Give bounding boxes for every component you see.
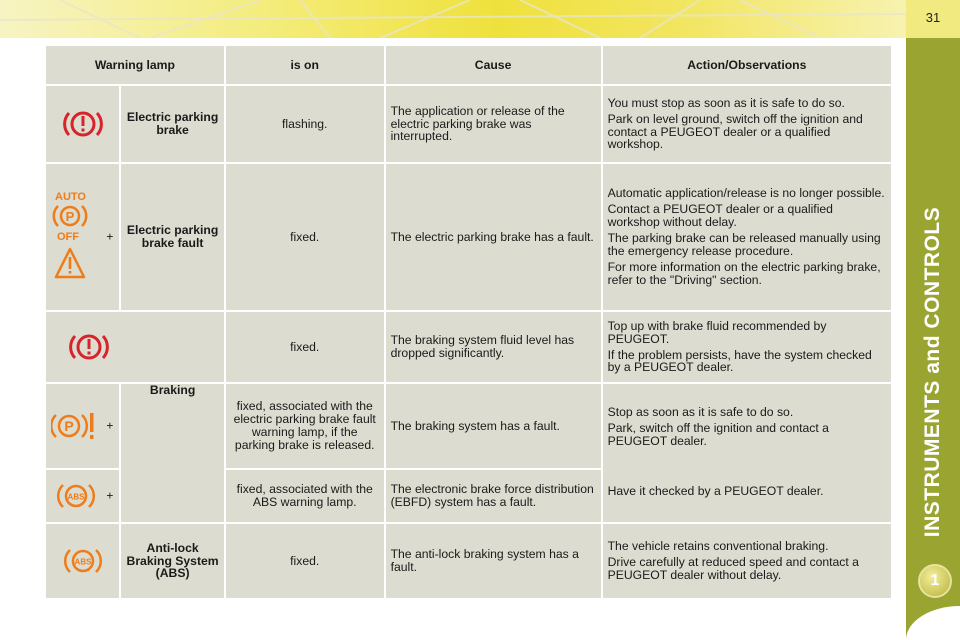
is-on-cell: fixed. xyxy=(226,164,384,310)
lamp-name: Braking xyxy=(121,384,223,522)
is-on-cell: fixed, associated with the electric parking brake fault warning lamp, if the parking brake is released. xyxy=(226,384,384,468)
action-text: Top up with brake fluid recommended by PEUGEOT. xyxy=(607,318,827,346)
header-decoration xyxy=(0,0,906,38)
auto-label: AUTO xyxy=(54,191,86,203)
action-text: The vehicle retains conventional braking. xyxy=(607,539,829,554)
action-cell xyxy=(603,164,891,310)
spacer xyxy=(608,451,886,485)
abs-text: ABS xyxy=(67,492,85,502)
lamp-cell xyxy=(46,384,119,468)
table-header-row xyxy=(46,46,891,84)
p-letter: P xyxy=(64,418,74,434)
lamp-name: Anti-lock Braking System (ABS) xyxy=(121,524,223,598)
action-text: Have it checked by a PEUGEOT dealer. xyxy=(607,483,824,498)
table-row xyxy=(46,384,891,468)
cause-cell: The electric parking brake has a fault. xyxy=(386,164,601,310)
brake-warning-red-icon xyxy=(68,329,110,365)
action-text: Automatic application/release is no longer possible. xyxy=(607,186,885,201)
table-row xyxy=(46,164,891,310)
auto-off-parking-brake-icon xyxy=(50,189,98,285)
lamp-cell xyxy=(46,164,119,310)
lamp-cell xyxy=(46,86,119,162)
plus-sign: + xyxy=(106,488,114,503)
cause-cell: The anti-lock braking system has a fault. xyxy=(386,524,601,598)
brake-warning-red-icon xyxy=(62,106,104,142)
action-text: You must stop as soon as it is safe to do so. xyxy=(607,95,845,110)
section-title: INSTRUMENTS and CONTROLS xyxy=(921,206,944,538)
action-text: The parking brake can be released manually using the emergency release procedure. xyxy=(607,231,881,258)
action-cell xyxy=(603,86,891,162)
header-cause: Cause xyxy=(386,46,601,84)
abs-text: ABS xyxy=(74,557,92,567)
chapter-number: 1 xyxy=(930,572,940,589)
action-cell xyxy=(603,524,891,598)
lamp-name: Electric parking brake fault xyxy=(121,164,223,310)
cause-cell: The application or release of the electric parking brake was interrupted. xyxy=(386,86,601,162)
action-text: Drive carefully at reduced speed and contact a PEUGEOT dealer without delay. xyxy=(607,555,859,582)
p-letter: P xyxy=(65,209,75,224)
action-text: Park on level ground, switch off the ignition and contact a PEUGEOT dealer or a qualified workshop. xyxy=(607,111,863,152)
chapter-badge xyxy=(918,564,952,598)
abs-warning-icon xyxy=(55,479,97,513)
header-decoration-lines xyxy=(0,0,906,38)
lamp-cell xyxy=(46,524,119,598)
is-on-cell: fixed, associated with the ABS warning lamp. xyxy=(226,470,384,522)
action-cell xyxy=(603,312,891,382)
warning-lamp-table xyxy=(44,44,893,600)
plus-sign: + xyxy=(106,229,114,244)
is-on-cell: fixed. xyxy=(226,312,384,382)
action-text: If the problem persists, have the system checked by a PEUGEOT dealer. xyxy=(607,347,872,375)
cause-cell: The braking system has a fault. xyxy=(386,384,601,468)
action-text: Stop as soon as it is safe to do so. xyxy=(607,405,794,419)
cause-cell: The electronic brake force distribution (EBFD) system has a fault. xyxy=(386,470,601,522)
action-cell xyxy=(603,384,891,522)
table-row xyxy=(46,312,891,382)
cause-cell: The braking system fluid level has dropped significantly. xyxy=(386,312,601,382)
is-on-cell: fixed. xyxy=(226,524,384,598)
page-number: 31 xyxy=(925,10,941,25)
parking-brake-fault-icon xyxy=(51,408,99,444)
plus-sign: + xyxy=(106,418,114,433)
table-row xyxy=(46,524,891,598)
header-action: Action/Observations xyxy=(603,46,891,84)
lamp-cell xyxy=(46,470,119,522)
lamp-cell xyxy=(46,312,224,382)
header-is-on: is on xyxy=(226,46,384,84)
lamp-name: Electric parking brake xyxy=(121,86,223,162)
action-text: Contact a PEUGEOT dealer or a qualified workshop without delay. xyxy=(607,202,833,230)
action-text: Park, switch off the ignition and contact a PEUGEOT dealer. xyxy=(607,420,829,448)
is-on-cell: flashing. xyxy=(226,86,384,162)
off-label: OFF xyxy=(56,231,79,243)
action-text: For more information on the electric parking brake, refer to the "Driving" section. xyxy=(607,259,881,287)
header-warning-lamp: Warning lamp xyxy=(46,46,224,84)
table-row xyxy=(46,86,891,162)
abs-warning-icon xyxy=(62,544,104,578)
